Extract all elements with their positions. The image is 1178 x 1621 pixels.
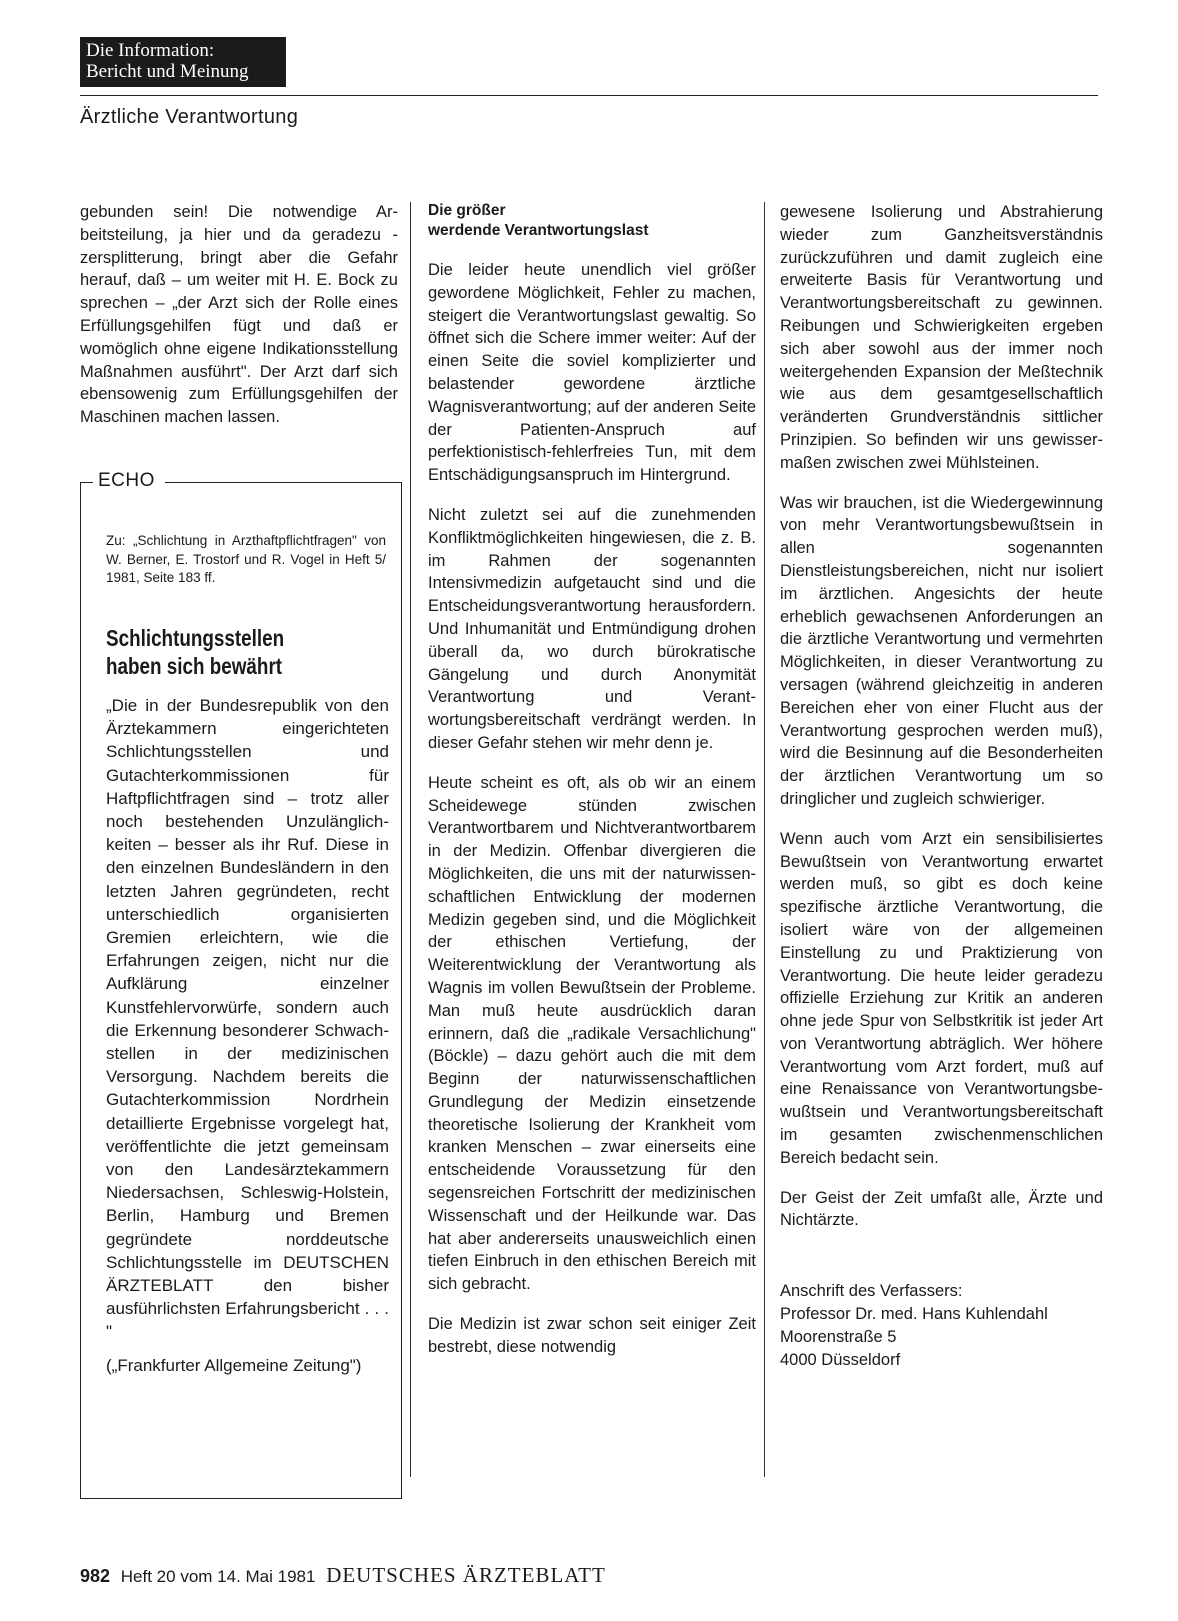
column-2 (428, 201, 756, 1376)
address-street: Moorenstraße 5 (780, 1327, 897, 1346)
header-box-line-2: Bericht und Meinung (86, 61, 249, 82)
address-name: Professor Dr. med. Hans Kuhlendahl (780, 1305, 1048, 1324)
header-box-line-1: Die Information: (86, 40, 215, 61)
issue-info: Heft 20 vom 14. Mai 1981 (120, 1567, 316, 1586)
col2-subhead-line-2: werdende Verantwortungslast (428, 222, 649, 239)
address-city: 4000 Düsseldorf (780, 1350, 901, 1369)
col3-paragraph-3: Wenn auch vom Arzt ein sensibilisiertes Bewußtsein von Verantwortung erwartet werden muß, so gibt es doch keine spezifische ärztliche Verantwortung, die isoliert wäre von der allgemeinen Einstellung zu und Praktizierung von Verantwortung. Die heute leider geradezu offizielle Erziehung zur Kritik an anderen ohne jede Spur von Selbstkritik ist jeder Art von Verantwortung abträglich. Wer höhere Verantwortung vom Arzt fordert, muß auf eine Renaissance von Verantwortungsbewußtsein und Verantwortungsbereitschaft im gesamten zwischenmenschlichen Bereich bedacht sein. (780, 829, 1103, 1167)
col3-paragraph-4: Der Geist der Zeit umfaßt alle, Ärzte und Nichtärzte. (780, 1188, 1103, 1230)
col2-paragraph-2: Nicht zuletzt sei auf die zunehmenden Konfliktmöglichkeiten hingewiesen, die z. B. im Rahmen der sogenannten Intensivmedizin aufgetaucht sind und die Entscheidungsverantwortung herausfordern. Und Inhumanität und Entmündigung drohen überall da, wo durch bürokratische Gängelung und durch Anonymität Verantwortung und Verantwortungsbereitschaft verdrängt werden. In dieser Gefahr stehen wir mehr denn je. (428, 505, 756, 752)
column-1 (80, 201, 398, 446)
section-title: Ärztliche Verantwortung (80, 106, 299, 128)
echo-headline-line-2: haben sich bewährt (106, 653, 283, 679)
col3-paragraph-2: Was wir brauchen, ist die Wiedergewinnung von mehr Verantwortungsbewußtsein in allen sogenannten Dienstleistungsbereichen, nicht nur isoliert im ärztlichen. Angesichts der heute erheblich gewachsenen Anforderungen an die ärztliche Verantwortung und vermehrten Möglichkeiten, in dieser Verantwortung zu versagen (während gleichzeitig in anderen Bereichen eher von einer Flucht aus der Verantwortung gesprochen werden muß), wird die Besinnung auf die Besonderheiten der ärztlichen Verantwortung um so dringlicher und zugleich schwieriger. (780, 493, 1103, 808)
col3-paragraph-1: gewesene Isolierung und Abstrahierung wieder zum Ganzheitsverständnis zurückzuführen und damit zugleich eine erweiterte Basis für Verantwortung und Verantwortungsbereitschaft zu gewinnen. Reibungen und Schwierigkeiten ergeben sich aber sowohl aus der immer noch weitergehenden Expansion der Meßtechnik wie aus dem gesamtgesellschaftlich veränderten Grundverständnis sittlicher Prinzipien. So befinden wir uns gewissermaßen zwischen zwei Mühlsteinen. (780, 203, 1103, 472)
col2-paragraph-3: Heute scheint es oft, als ob wir an einem Scheidewege stünden zwischen Verantwortbarem und Nichtverantwortbarem in der Medizin. Offenbar divergieren die Möglichkeiten, die uns mit der naturwissenschaftlichen Entwicklung der modernen Medizin gegeben sind, und die Möglichkeit der ethischen Vertiefung, der Weiterentwicklung der Verantwortung als Wagnis im vollen Bewußtsein der Probleme. Man muß heute ausdrücklich daran erinnern, daß die „radikale Versachlichung" (Böckle) – dazu gehört auch die mit dem Beginn der naturwissenschaftlichen Grundlegung der Medizin einsetzende theoretische Isolierung der Krankheit vom kranken Menschen – zwar einerseits eine entscheidende Voraussetzung für den segensreichen Fortschritt der medizinischen Wissenschaft und der Heilkunde war. Das hat aber andererseits unausweichlich einen tiefen Einbruch in den ethischen Bereich mit sich gebracht. (428, 773, 756, 1294)
col1-paragraph: gebunden sein! Die notwendige Arbeitsteilung, ja hier und da geradezu -zersplitterung, bringt aber die Gefahr herauf, daß – um weiter mit H. E. Bock zu sprechen – „der Arzt sich der Rolle eines Erfüllungsgehilfen fügt und daß er womöglich ohne eigene Indikationsstellung Maßnahmen ausführt". Der Arzt darf sich ebensowenig zum Erfüllungsgehilfen der Maschinen machen lassen. (80, 203, 398, 427)
echo-headline-line-1: Schlichtungsstellen (106, 625, 285, 651)
echo-quote-source: („Frankfurter Allgemeine Zeitung") (106, 1355, 362, 1375)
header-rule (80, 95, 1098, 96)
echo-headline (106, 624, 340, 680)
section-header-box (80, 37, 286, 87)
echo-label: ECHO (98, 470, 155, 491)
journal-name: DEUTSCHES ÄRZTEBLATT (326, 1563, 606, 1587)
col2-paragraph-4: Die Medizin ist zwar schon seit einiger Zeit bestrebt, diese notwendig (428, 1315, 756, 1356)
echo-quote-text: „Die in der Bundesrepublik von den Ärztekammern eingerichteten Schlichtungsstellen und Gutachterkommissionen für Haftpflichtfragen sind – trotz aller noch bestehenden Unzulänglichkeiten – besser als ihr Ruf. Diese in den einzelnen Bundesländern in den letzten Jahren gegründeten, recht unterschiedlich organisierten Gremien erleichtern, wie die Erfahrungen zeigen, nicht nur die Aufklärung einzelner Kunstfehlervorwürfe, sondern auch die Erkennung besonderer Schwachstellen in der medizinischen Versorgung. Nachdem bereits die Gutachterkommission Nordrhein detaillierte Ergebnisse vorgelegt hat, veröffentlichte die jetzt gemeinsam von den Landesärztekammern Niedersachsen, Schleswig-Holstein, Berlin, Hamburg und Bremen gegründete norddeutsche Schlichtungsstelle im DEUTSCHEN ÄRZTEBLATT den bisher ausführlichsten Erfahrungsbericht . . . " (106, 696, 389, 1342)
col2-subhead-line-1: Die größer (428, 202, 506, 219)
echo-reference-text: Zu: „Schlichtung in Arzthaftpflichtfragen" von W. Berner, E. Trostorf und R. Vogel in Heft 5/ 1981, Seite 183 ff. (106, 533, 386, 585)
author-address (780, 1280, 1103, 1371)
col2-subhead (428, 201, 756, 241)
echo-reference (106, 532, 386, 588)
echo-quote (106, 694, 389, 1387)
echo-box (80, 470, 402, 1499)
column-3 (780, 201, 1103, 1371)
echo-box-top-rule-right (165, 482, 401, 483)
page-footer (80, 1563, 606, 1588)
column-rule-right (764, 202, 765, 1477)
col2-paragraph-1: Die leider heute unendlich viel größer gewordene Möglichkeit, Fehler zu machen, steigert die Verantwortungslast gewaltig. So öffnet sich die Schere immer weiter: Auf der einen Seite die soviel komplizierter und belastender gewordene ärztliche Wagnisverantwortung; auf der anderen Seite der Patienten-Anspruch auf perfektionistisch-fehlerfreies Tun, mit dem Entschädigungsanspruch im Hintergrund. (428, 261, 756, 485)
column-rule-left (410, 202, 411, 1477)
address-label: Anschrift des Verfassers: (780, 1282, 963, 1301)
page-number: 982 (80, 1566, 111, 1586)
echo-box-top-rule-left (81, 482, 93, 483)
